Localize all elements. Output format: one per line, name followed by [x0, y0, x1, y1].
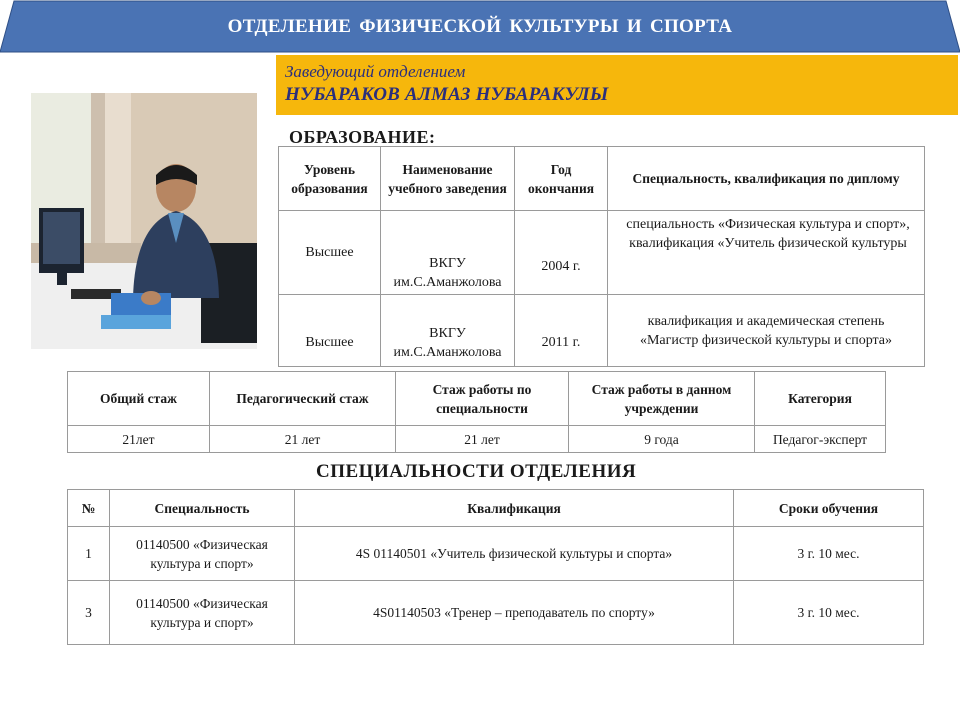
specialty-number: 1: [68, 527, 110, 581]
specialties-section-title: СПЕЦИАЛЬНОСТИ ОТДЕЛЕНИЯ: [316, 461, 637, 482]
education-header-level: Уровень образования: [279, 147, 381, 211]
photo-illustration: [31, 93, 257, 349]
specialty-qualification: 4S 01140501 «Учитель физической культуры и спорта»: [295, 527, 734, 581]
education-year: 2011 г.: [515, 295, 608, 367]
head-name: НУБАРАКОВ АЛМАЗ НУБАРАКУЛЫ: [285, 84, 609, 105]
education-level: Высшее: [279, 295, 381, 367]
experience-specialty: 21 лет: [396, 426, 569, 453]
experience-total: 21лет: [68, 426, 210, 453]
education-row: [279, 211, 925, 295]
experience-table: [67, 371, 886, 453]
education-specialty: квалификация и академическая степень «Магистр физической культуры и спорта»: [608, 295, 925, 367]
experience-header-category: Категория: [755, 372, 886, 426]
specialties-row: [68, 581, 924, 645]
specialties-header-specialty: Специальность: [110, 490, 295, 527]
head-role: Заведующий отделением: [285, 62, 466, 81]
specialty-qualification: 4S01140503 «Тренер – преподаватель по спорту»: [295, 581, 734, 645]
experience-values-row: [68, 426, 886, 453]
education-header-year: Год окончания: [515, 147, 608, 211]
specialties-row: [68, 527, 924, 581]
specialties-header-row: [68, 490, 924, 527]
experience-pedagogical: 21 лет: [210, 426, 396, 453]
specialties-table: [67, 489, 924, 645]
experience-institution: 9 года: [569, 426, 755, 453]
experience-header-pedagogical: Педагогический стаж: [210, 372, 396, 426]
specialties-header-duration: Сроки обучения: [734, 490, 924, 527]
education-header-specialty: Специальность, квалификация по диплому: [608, 147, 925, 211]
experience-header-row: [68, 372, 886, 426]
specialty-number: 3: [68, 581, 110, 645]
education-row: [279, 295, 925, 367]
education-header-institution: Наименование учебного заведения: [381, 147, 515, 211]
education-level: Высшее: [279, 211, 381, 295]
education-institution: ВКГУ им.С.Аманжолова: [381, 295, 515, 367]
specialties-header-qualification: Квалификация: [295, 490, 734, 527]
education-section-title: ОБРАЗОВАНИЕ:: [289, 127, 436, 147]
experience-category: Педагог-эксперт: [755, 426, 886, 453]
education-institution: ВКГУ им.С.Аманжолова: [381, 211, 515, 295]
header-banner: [0, 0, 960, 54]
head-of-department-box: [276, 55, 958, 115]
education-header-row: [279, 147, 925, 211]
specialties-header-num: №: [68, 490, 110, 527]
specialty-name: 01140500 «Физическая культура и спорт»: [110, 581, 295, 645]
experience-header-total: Общий стаж: [68, 372, 210, 426]
specialty-duration: 3 г. 10 мес.: [734, 581, 924, 645]
education-specialty: специальность «Физическая культура и спорт», квалификация «Учитель физической культуры: [608, 211, 925, 295]
experience-header-specialty: Стаж работы по специальности: [396, 372, 569, 426]
page-title: ОТДЕЛЕНИЕ ФИЗИЧЕСКОЙ КУЛЬТУРЫ И СПОРТА: [227, 16, 733, 37]
specialty-name: 01140500 «Физическая культура и спорт»: [110, 527, 295, 581]
specialty-duration: 3 г. 10 мес.: [734, 527, 924, 581]
experience-header-institution: Стаж работы в данном учреждении: [569, 372, 755, 426]
education-table: [278, 146, 925, 367]
head-photo: [31, 93, 257, 349]
education-year: 2004 г.: [515, 211, 608, 295]
